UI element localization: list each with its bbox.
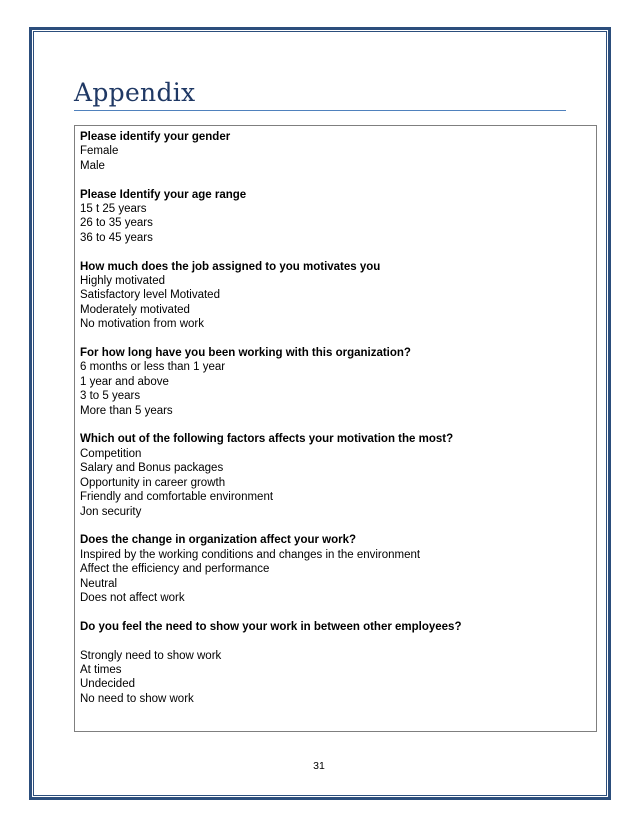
option: Strongly need to show work: [80, 649, 222, 662]
option: Competition: [80, 447, 142, 460]
option: Neutral: [80, 577, 118, 590]
option: Undecided: [80, 678, 135, 691]
option: No motivation from work: [80, 318, 204, 331]
option: Friendly and comfortable environment: [80, 491, 274, 504]
option: Does not affect work: [80, 591, 185, 604]
question-age-range: Please Identify your age range: [80, 188, 247, 201]
question-job-motivation: How much does the job assigned to you motivates you: [80, 260, 381, 273]
questionnaire: [80, 130, 592, 706]
option: Inspired by the working conditions and changes in the environment: [80, 548, 421, 561]
option: 1 year and above: [80, 375, 169, 388]
option: 36 to 45 years: [80, 231, 153, 244]
heading-underline: [74, 110, 566, 111]
option: More than 5 years: [80, 404, 173, 417]
question-tenure: For how long have you been working with this organization?: [80, 347, 411, 360]
option: 15 t 25 years: [80, 203, 147, 216]
question-organization-change: Does the change in organization affect your work?: [80, 534, 357, 547]
option: Salary and Bonus packages: [80, 462, 224, 475]
question-motivation-factors: Which out of the following factors affects your motivation the most?: [80, 433, 454, 446]
option: Affect the efficiency and performance: [80, 563, 270, 576]
question-gender: Please identify your gender: [80, 131, 231, 143]
option: Male: [80, 159, 105, 172]
option: Highly motivated: [80, 275, 166, 288]
option: Female: [80, 145, 119, 158]
option: At times: [80, 663, 122, 676]
question-show-work: Do you feel the need to show your work in between other employees?: [80, 620, 462, 633]
option: No need to show work: [80, 692, 194, 705]
option: Moderately motivated: [80, 303, 190, 316]
option: Jon security: [80, 505, 142, 518]
appendix-heading: Appendix: [74, 78, 196, 107]
option: 6 months or less than 1 year: [80, 361, 226, 374]
option: 3 to 5 years: [80, 390, 141, 403]
page-number: 31: [313, 760, 325, 772]
option: Opportunity in career growth: [80, 476, 226, 489]
option: Satisfactory level Motivated: [80, 289, 220, 302]
option: 26 to 35 years: [80, 217, 153, 230]
